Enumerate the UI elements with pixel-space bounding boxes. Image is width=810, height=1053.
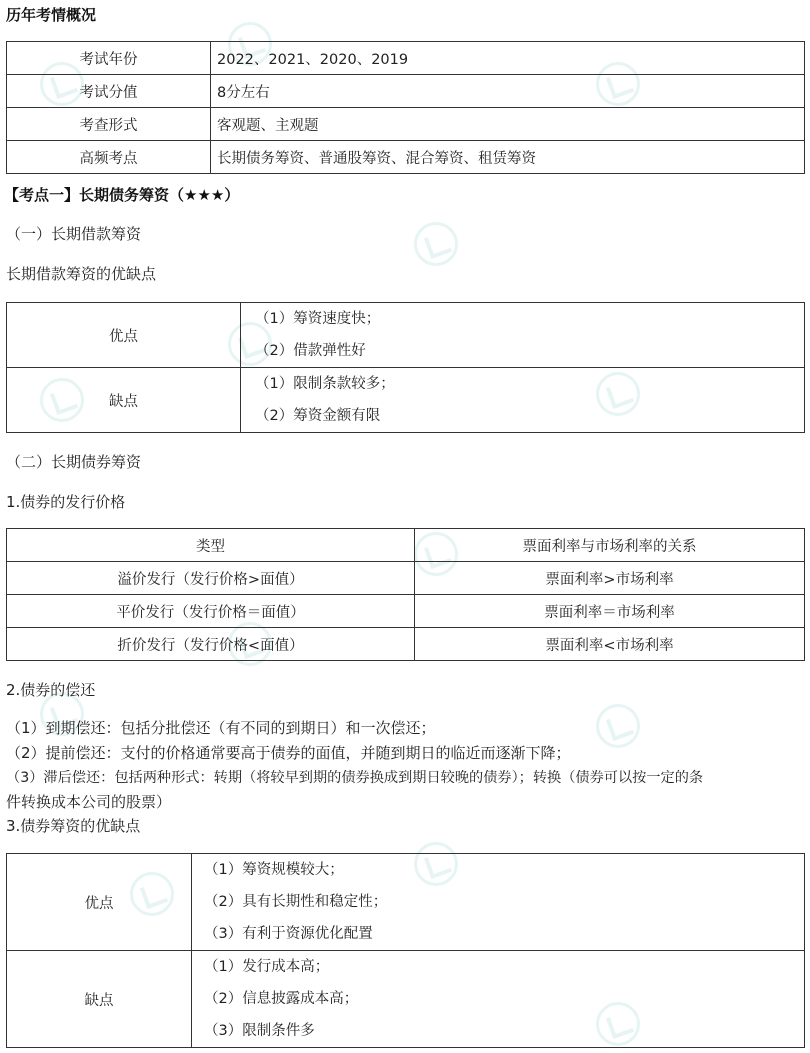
price-header: 票面利率与市场利率的关系 [415,529,805,562]
point1-heading: 【考点一】长期债务筹资（★★★） [4,186,240,204]
bond-cons-item: （2）信息披露成本高； [204,991,359,1007]
section1-subheading: 长期借款筹资的优缺点 [6,265,157,283]
item1-heading: 1.债券的发行价格 [6,493,126,511]
item2-heading: 2.债券的偿还 [6,681,96,699]
loan-cons-item: （1）限制条款较多； [255,376,395,392]
table-row [7,108,805,141]
loan-cons-item: （2）筹资金额有限 [255,408,381,424]
overview-label: 高频考点 [7,141,211,174]
overview-table [6,41,805,174]
repay-line: 件转换成本公司的股票） [6,793,172,811]
page-title: 历年考情概况 [6,6,97,24]
overview-label: 考查形式 [7,108,211,141]
overview-label: 考试年份 [7,42,211,75]
table-row [7,303,805,368]
bond-pros-item: （1）筹资规模较大； [204,862,344,878]
table-row [7,595,805,628]
bond-pros-label: 优点 [7,854,192,951]
bond-cons-item: （1）发行成本高； [204,959,330,975]
item3-heading: 3.债券筹资的优缺点 [6,817,141,835]
loan-pros-item: （2）借款弹性好 [255,343,366,359]
table-row [7,141,805,174]
loan-pros-label: 优点 [7,303,241,368]
bond-pros-item: （2）具有长期性和稳定性； [204,894,388,910]
price-table [6,528,805,661]
table-row [7,75,805,108]
table-row [7,951,805,1048]
overview-label: 考试分值 [7,75,211,108]
bond-cons-item: （3）限制条件多 [204,1023,315,1039]
price-cell: 折价发行（发行价格<面值） [7,628,415,661]
price-cell: 票面利率<市场利率 [415,628,805,661]
section2-heading: （二）长期债券筹资 [6,453,142,471]
repay-line: （1）到期偿还：包括分批偿还（有不同的到期日）和一次偿还； [6,719,436,737]
price-cell: 票面利率＝市场利率 [415,595,805,628]
loan-cons-label: 缺点 [7,368,241,433]
repay-line: （2）提前偿还：支付的价格通常要高于债券的面值，并随到期日的临近而逐渐下降； [6,744,571,762]
price-cell: 平价发行（发行价格＝面值） [7,595,415,628]
price-cell: 溢价发行（发行价格>面值） [7,562,415,595]
loan-table [6,302,805,433]
overview-value: 长期债务筹资、普通股筹资、混合筹资、租赁筹资 [211,141,805,174]
bond-pros-item: （3）有利于资源优化配置 [204,926,373,942]
bond-cons-label: 缺点 [7,951,192,1048]
overview-value: 2022、2021、2020、2019 [211,42,805,75]
section1-heading: （一）长期借款筹资 [6,225,142,243]
table-row [7,628,805,661]
watermark-logo-icon [596,704,640,748]
table-row [7,854,805,951]
watermark-logo-icon [414,222,458,266]
table-row [7,562,805,595]
table-header-row [7,529,805,562]
bond-table [6,853,805,1048]
price-cell: 票面利率>市场利率 [415,562,805,595]
overview-value: 客观题、主观题 [211,108,805,141]
overview-value: 8分左右 [211,75,805,108]
table-row [7,368,805,433]
loan-pros-item: （1）筹资速度快； [255,311,381,327]
table-row [7,42,805,75]
repay-line: （3）滞后偿还：包括两种形式：转期（将较早到期的债券换成到期日较晚的债券）；转换（债券可以按一定的条 [6,770,704,786]
price-header: 类型 [7,529,415,562]
